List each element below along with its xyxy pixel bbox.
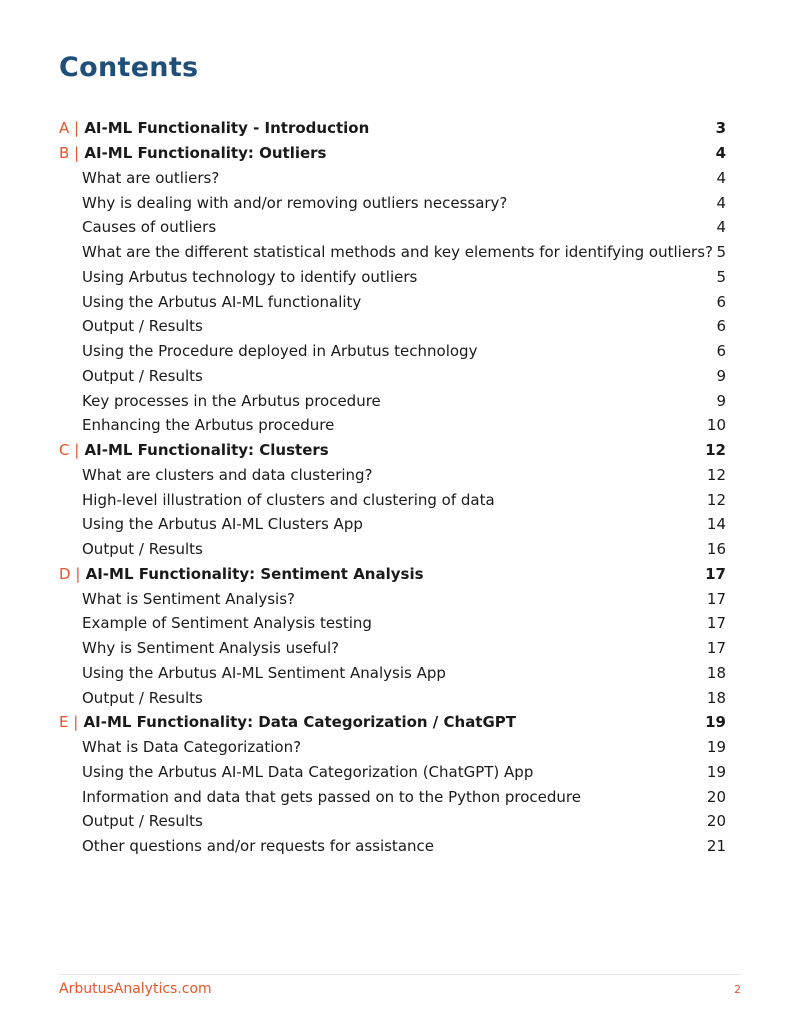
toc-page-number: 12 bbox=[705, 441, 726, 460]
toc-subentry[interactable] bbox=[59, 463, 739, 488]
toc-subentry[interactable] bbox=[59, 240, 739, 265]
toc-page-number: 17 bbox=[706, 639, 726, 658]
toc-subentry[interactable] bbox=[59, 215, 739, 240]
toc-subentry[interactable] bbox=[59, 685, 739, 710]
toc-page-number: 20 bbox=[706, 787, 726, 806]
toc-subentry[interactable] bbox=[59, 190, 739, 215]
toc-entry-label: High-level illustration of clusters and clustering of data bbox=[82, 490, 495, 509]
toc-entry-label: Information and data that gets passed on to the Python procedure bbox=[82, 787, 581, 806]
toc-entry-label: Key processes in the Arbutus procedure bbox=[82, 391, 381, 410]
toc-subentry[interactable] bbox=[59, 265, 739, 290]
section-title: AI-ML Functionality: Sentiment Analysis bbox=[85, 564, 424, 583]
toc-entry-label: What are the different statistical methods and key elements for identifying outliers? bbox=[82, 243, 713, 262]
toc-subentry[interactable] bbox=[59, 735, 739, 760]
toc-subentry[interactable] bbox=[59, 339, 739, 364]
toc-section-entry[interactable] bbox=[59, 438, 739, 463]
section-title: AI-ML Functionality: Data Categorization / ChatGPT bbox=[83, 713, 517, 732]
toc-page-number: 12 bbox=[706, 490, 726, 509]
toc-entry-label: Example of Sentiment Analysis testing bbox=[82, 614, 372, 633]
toc-entry-label bbox=[59, 144, 686, 162]
toc-page-number: 19 bbox=[706, 762, 726, 781]
toc-page-number: 12 bbox=[706, 465, 726, 484]
toc-subentry[interactable] bbox=[59, 413, 739, 438]
footer-page-number: 2 bbox=[734, 983, 741, 996]
toc-entry-label: What is Data Categorization? bbox=[82, 738, 302, 757]
toc-entry-label: Output / Results bbox=[82, 688, 203, 707]
toc-entry-label: Using the Arbutus AI-ML Sentiment Analysis App bbox=[82, 663, 446, 682]
toc-entry-label: Output / Results bbox=[82, 317, 203, 336]
toc-entry-label: Why is Sentiment Analysis useful? bbox=[82, 639, 340, 658]
toc-entry-label bbox=[59, 713, 686, 731]
toc-page-number: 10 bbox=[706, 416, 726, 435]
toc-page-number: 17 bbox=[706, 589, 726, 608]
toc-entry-label: Output / Results bbox=[82, 540, 203, 559]
toc-page-number: 4 bbox=[716, 193, 726, 212]
toc-entry-label: Enhancing the Arbutus procedure bbox=[82, 416, 335, 435]
toc-subentry[interactable] bbox=[59, 314, 739, 339]
toc-entry-label: Why is dealing with and/or removing outliers necessary? bbox=[82, 193, 508, 212]
toc-page-number: 6 bbox=[716, 342, 726, 361]
toc-section-entry[interactable] bbox=[59, 141, 739, 166]
toc-subentry[interactable] bbox=[59, 289, 739, 314]
toc-page-number: 21 bbox=[706, 837, 726, 856]
toc-subentry[interactable] bbox=[59, 809, 739, 834]
toc-page-number: 18 bbox=[706, 688, 726, 707]
page-title: Contents bbox=[59, 52, 199, 83]
toc-entry-label bbox=[59, 565, 686, 583]
section-title: AI-ML Functionality: Outliers bbox=[84, 144, 327, 163]
toc-page-number: 5 bbox=[716, 267, 726, 286]
toc-subentry[interactable] bbox=[59, 834, 739, 859]
toc-entry-label: Causes of outliers bbox=[82, 218, 217, 237]
toc-entry-label: Output / Results bbox=[82, 812, 203, 831]
section-letter: A | bbox=[59, 119, 80, 138]
toc-page-number: 6 bbox=[716, 317, 726, 336]
toc-subentry[interactable] bbox=[59, 661, 739, 686]
toc-page-number: 14 bbox=[706, 515, 726, 534]
toc-entry-label bbox=[59, 441, 686, 459]
toc-entry-label: Using Arbutus technology to identify outliers bbox=[82, 267, 418, 286]
toc-page-number: 5 bbox=[716, 243, 726, 262]
toc-subentry[interactable] bbox=[59, 636, 739, 661]
toc-subentry[interactable] bbox=[59, 611, 739, 636]
toc-subentry[interactable] bbox=[59, 512, 739, 537]
section-letter: C | bbox=[59, 441, 80, 460]
toc-page-number: 9 bbox=[716, 391, 726, 410]
toc-subentry[interactable] bbox=[59, 784, 739, 809]
toc-page-number: 18 bbox=[706, 663, 726, 682]
toc-page-number: 17 bbox=[706, 614, 726, 633]
toc-entry-label: What is Sentiment Analysis? bbox=[82, 589, 295, 608]
footer-divider bbox=[59, 974, 741, 975]
toc-page-number: 4 bbox=[716, 168, 726, 187]
toc-entry-label: Using the Arbutus AI-ML Clusters App bbox=[82, 515, 363, 534]
toc-subentry[interactable] bbox=[59, 586, 739, 611]
toc-subentry[interactable] bbox=[59, 487, 739, 512]
toc-subentry[interactable] bbox=[59, 364, 739, 389]
toc-entry-label: What are clusters and data clustering? bbox=[82, 465, 373, 484]
section-letter: D | bbox=[59, 564, 81, 583]
toc-section-entry[interactable] bbox=[59, 562, 739, 587]
toc-section-entry[interactable] bbox=[59, 116, 739, 141]
table-of-contents bbox=[59, 116, 739, 859]
section-title: AI-ML Functionality: Clusters bbox=[84, 441, 329, 460]
toc-page-number: 3 bbox=[715, 119, 726, 138]
toc-page-number: 19 bbox=[706, 738, 726, 757]
toc-page-number: 4 bbox=[715, 144, 726, 163]
toc-page-number: 20 bbox=[706, 812, 726, 831]
toc-entry-label bbox=[59, 119, 686, 137]
toc-entry-label: Using the Procedure deployed in Arbutus technology bbox=[82, 342, 478, 361]
toc-entry-label: Using the Arbutus AI-ML Data Categorization (ChatGPT) App bbox=[82, 762, 534, 781]
toc-entry-label: Output / Results bbox=[82, 366, 203, 385]
footer-website-link[interactable]: ArbutusAnalytics.com bbox=[59, 981, 212, 997]
toc-entry-label: Other questions and/or requests for assistance bbox=[82, 837, 434, 856]
toc-subentry[interactable] bbox=[59, 760, 739, 785]
section-letter: E | bbox=[59, 713, 79, 732]
toc-page-number: 19 bbox=[705, 713, 726, 732]
section-letter: B | bbox=[59, 144, 80, 163]
toc-subentry[interactable] bbox=[59, 537, 739, 562]
toc-page-number: 16 bbox=[706, 540, 726, 559]
toc-section-entry[interactable] bbox=[59, 710, 739, 735]
toc-page-number: 9 bbox=[716, 366, 726, 385]
toc-entry-label: What are outliers? bbox=[82, 168, 220, 187]
toc-subentry[interactable] bbox=[59, 166, 739, 191]
toc-page-number: 17 bbox=[705, 564, 726, 583]
toc-entry-label: Using the Arbutus AI-ML functionality bbox=[82, 292, 362, 311]
toc-page-number: 6 bbox=[716, 292, 726, 311]
section-title: AI-ML Functionality - Introduction bbox=[84, 119, 370, 138]
toc-subentry[interactable] bbox=[59, 388, 739, 413]
toc-page-number: 4 bbox=[716, 218, 726, 237]
